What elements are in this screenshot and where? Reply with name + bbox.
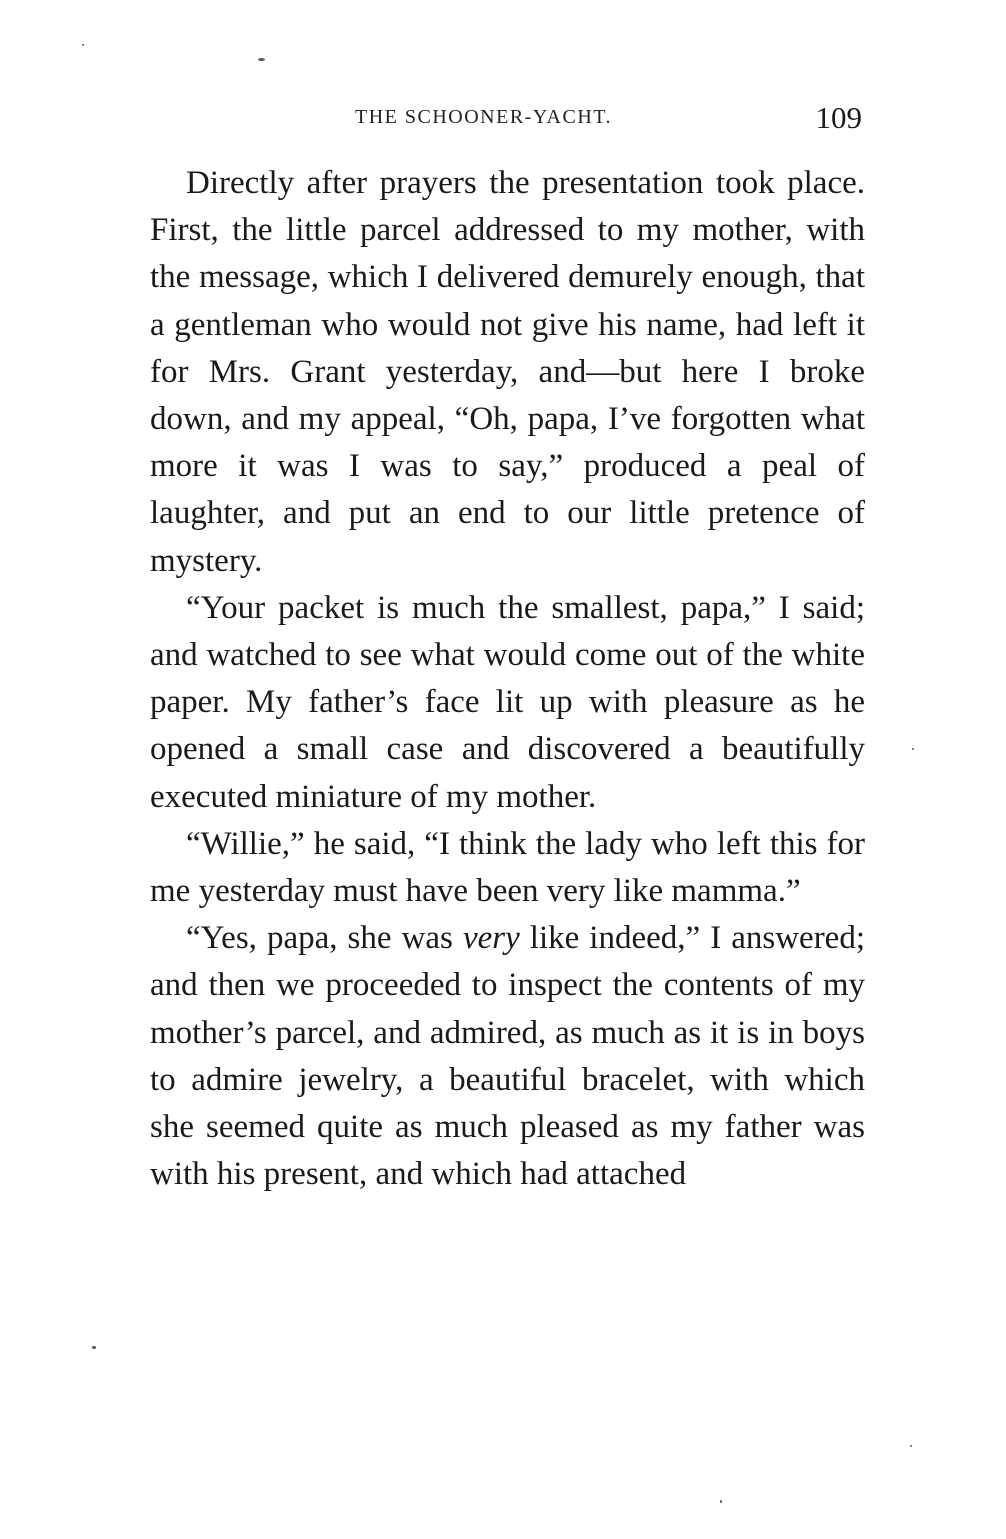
paper-speck xyxy=(720,1500,722,1503)
running-title: THE SCHOONER-YACHT. xyxy=(355,106,613,128)
page-number: 109 xyxy=(815,100,862,135)
paragraph-2: “Your packet is much the smallest, papa,” I said; and watched to see what would come out of the white paper. My father’s face lit up with pleasure as he opened a small case and discovered a beautifully executed miniature of my mother. xyxy=(150,589,865,815)
paragraph-4-after: like indeed,” I answered; and then we proceeded to inspect the contents of my mother’s parcel, and admired, as much as it is in boys to admire jewelry, a beautiful bracelet, with which she seemed quite as much pleased as my father was with his present, and which had attached xyxy=(150,920,865,1193)
emphasis-very: very xyxy=(462,920,520,957)
running-head xyxy=(150,100,866,140)
paper-speck xyxy=(910,1445,912,1447)
paper-speck xyxy=(258,58,265,61)
paragraph-3: “Willie,” he said, “I think the lady who left this for me yesterday must have been very like mamma.” xyxy=(150,825,865,910)
paper-speck xyxy=(92,1346,96,1349)
paragraph-4-before: “Yes, papa, she was xyxy=(186,920,463,957)
paragraph-1: Directly after prayers the presentation took place. First, the little parcel addressed to my mother, with the message, which I delivered demurely enough, that a gentleman who would not give his name, had left it for Mrs. Grant yesterday, and—but here I broke down, and my appeal, “Oh, papa, I’ve forgotten what more it was I was to say,” produced a peal of laughter, and put an end to our little pretence of mystery. xyxy=(150,165,865,579)
paper-speck xyxy=(912,748,914,750)
paragraph-4 xyxy=(150,915,865,1198)
paper-speck xyxy=(82,44,84,46)
body-text xyxy=(150,160,865,1198)
